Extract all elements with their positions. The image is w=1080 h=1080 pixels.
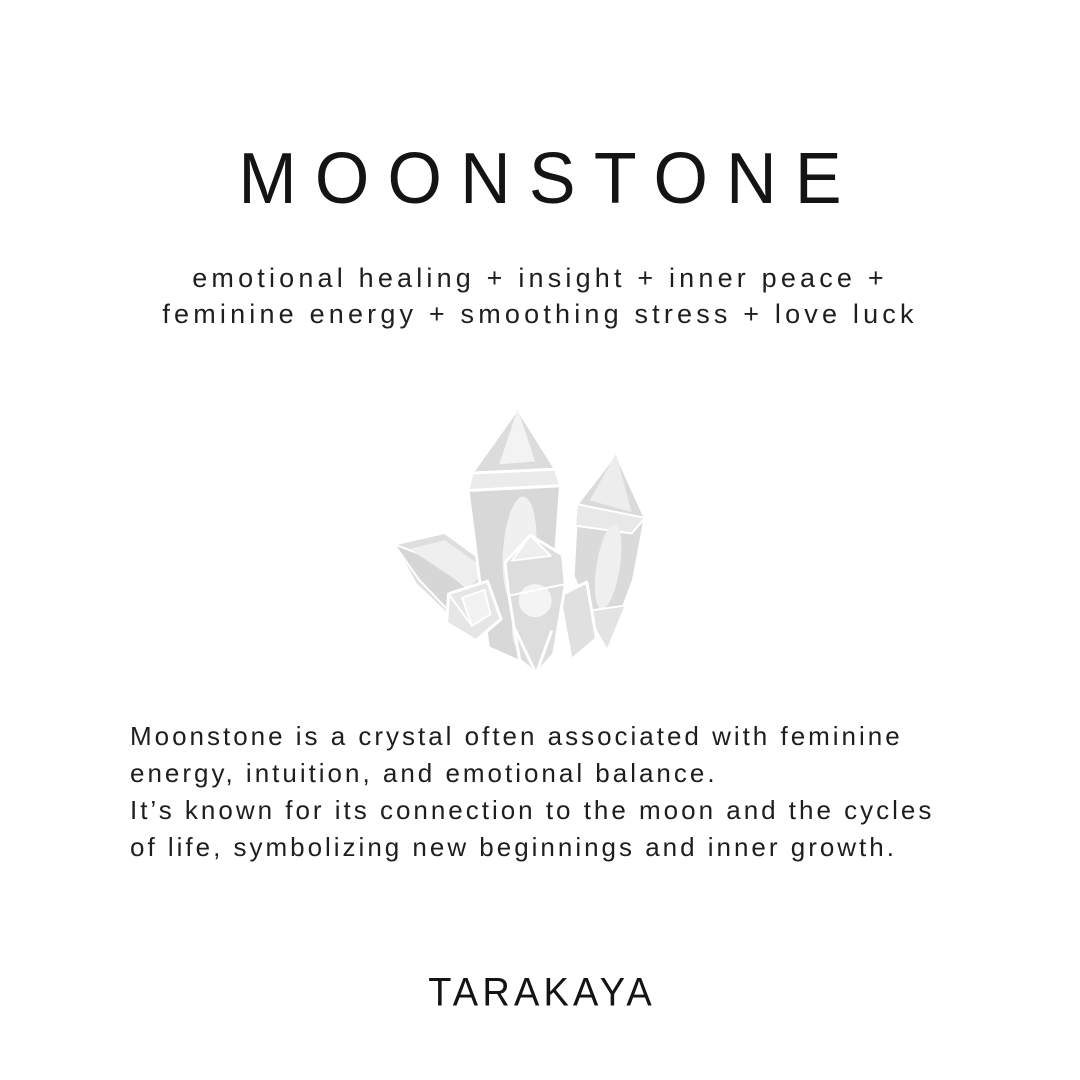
brand-name: TARAKAYA: [428, 970, 656, 1016]
description-paragraph-2: It’s known for its connection to the moon and the cycles of life, symbolizing new beginnings and inner growth.: [130, 795, 935, 862]
subtitle: [0, 260, 1080, 332]
page-title: MOONSTONE: [238, 137, 860, 219]
subtitle-line-1: emotional healing + insight + inner peace +: [192, 263, 888, 293]
description-text: [130, 718, 968, 866]
crystal-cluster-icon: [383, 403, 701, 695]
subtitle-line-2: feminine energy + smoothing stress + love luck: [162, 299, 918, 329]
description-paragraph-1: Moonstone is a crystal often associated with feminine energy, intuition, and emotional balance.: [130, 721, 903, 788]
